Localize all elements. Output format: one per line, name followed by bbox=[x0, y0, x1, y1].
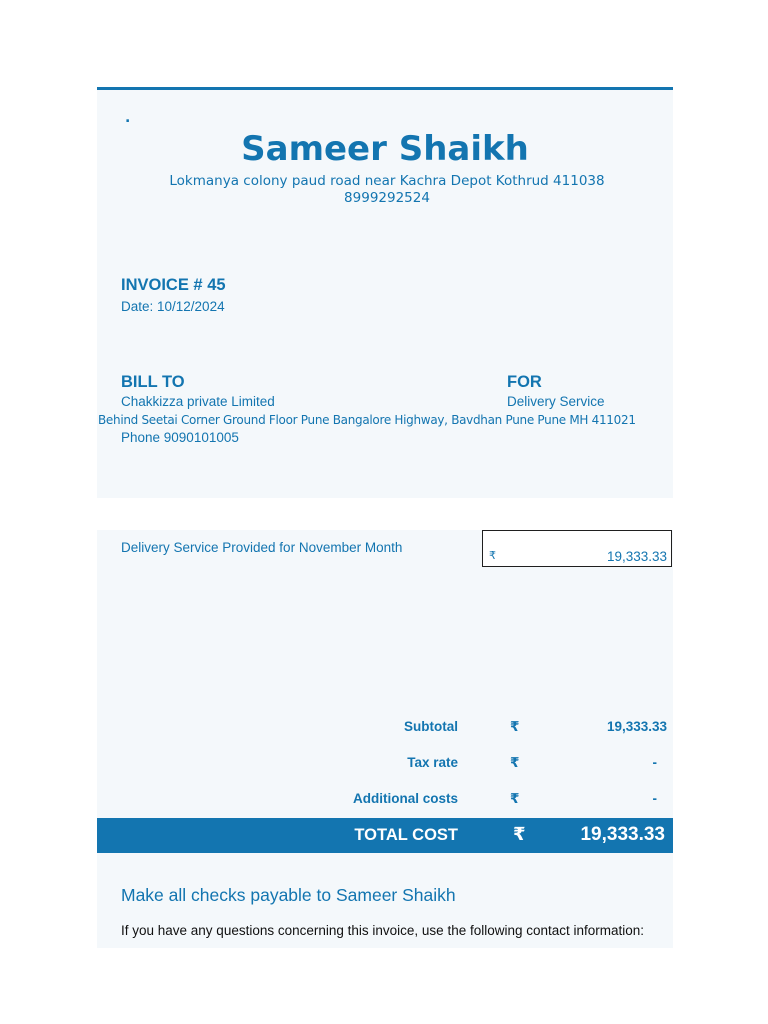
rupee-icon: ₹ bbox=[510, 755, 520, 771]
for-value: Delivery Service bbox=[507, 394, 605, 409]
rupee-icon: ₹ bbox=[513, 824, 526, 845]
for-heading: FOR bbox=[507, 373, 542, 391]
invoice-number: INVOICE # 45 bbox=[121, 276, 226, 294]
additional-costs-value: - bbox=[652, 791, 657, 806]
contact-info-note: If you have any questions concerning this invoice, use the following contact information: bbox=[121, 923, 645, 938]
total-cost-value: 19,333.33 bbox=[580, 824, 665, 845]
subtotal-value: 19,333.33 bbox=[606, 719, 667, 734]
subtotal-row bbox=[97, 719, 673, 739]
client-address: Behind Seetai Corner Ground Floor Pune Bangalore Highway, Bavdhan Pune Pune MH 411021 bbox=[98, 413, 636, 427]
line-item-amount-cell[interactable] bbox=[482, 530, 672, 567]
rupee-icon: ₹ bbox=[489, 549, 496, 562]
additional-costs-row bbox=[97, 791, 673, 811]
line-item-amount: 19,333.33 bbox=[606, 549, 667, 564]
rupee-icon: ₹ bbox=[510, 719, 520, 735]
invoice-date: Date: 10/12/2024 bbox=[121, 299, 225, 314]
client-name: Chakkizza private Limited bbox=[121, 394, 275, 409]
header-bullet: . bbox=[125, 110, 131, 126]
tax-rate-value: - bbox=[652, 755, 657, 770]
total-cost-bar bbox=[97, 818, 673, 853]
additional-costs-label: Additional costs bbox=[352, 791, 458, 806]
total-cost-label: TOTAL COST bbox=[354, 826, 458, 844]
subtotal-label: Subtotal bbox=[404, 719, 458, 734]
tax-rate-label: Tax rate bbox=[407, 755, 458, 770]
company-address: Lokmanya colony paud road near Kachra Depot Kothrud 411038 bbox=[169, 173, 605, 189]
company-name: Sameer Shaikh bbox=[241, 129, 529, 169]
bill-to-heading: BILL TO bbox=[121, 373, 185, 391]
checks-payable-note: Make all checks payable to Sameer Shaikh bbox=[121, 885, 456, 905]
company-phone: 8999292524 bbox=[344, 190, 430, 206]
client-phone: Phone 9090101005 bbox=[121, 430, 239, 445]
rupee-icon: ₹ bbox=[510, 791, 520, 807]
line-item-description: Delivery Service Provided for November Month bbox=[121, 540, 403, 555]
tax-rate-row bbox=[97, 755, 673, 775]
